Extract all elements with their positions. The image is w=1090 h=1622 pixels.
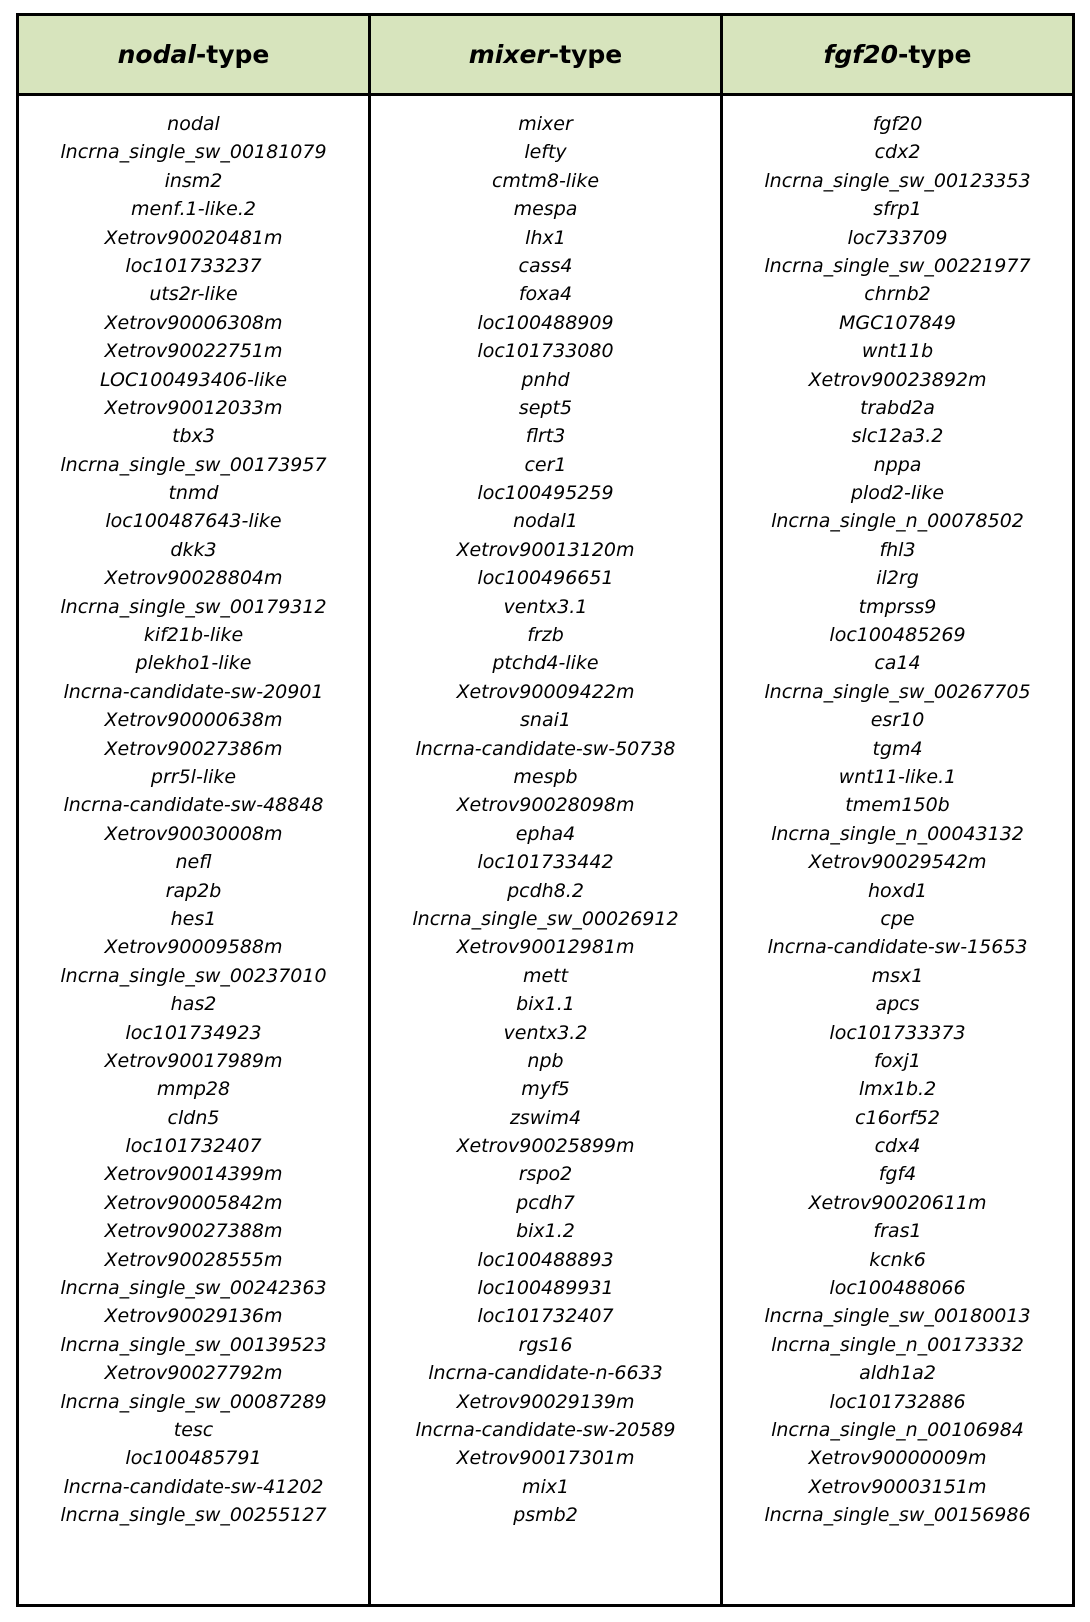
gene-item: il2rg <box>876 567 919 590</box>
gene-item: lncrna-candidate-n-6633 <box>428 1362 663 1385</box>
gene-item: ptchd4-like <box>492 652 599 675</box>
gene-item: loc101734923 <box>125 1021 262 1044</box>
gene-item: lncrna_single_sw_00181079 <box>60 141 327 164</box>
gene-item: loc100487643-like <box>105 510 282 533</box>
gene-item: lncrna_single_n_00043132 <box>771 822 1024 845</box>
gene-item: Xetrov90027388m <box>104 1220 283 1243</box>
gene-item: foxa4 <box>518 283 573 306</box>
gene-item: bix1.2 <box>516 1220 575 1243</box>
gene-item: ventx3.1 <box>503 595 588 618</box>
gene-item: loc100485269 <box>829 624 966 647</box>
gene-item: kcnk6 <box>869 1248 926 1271</box>
gene-item: foxj1 <box>874 1049 921 1072</box>
gene-item: lncrna_single_n_00173332 <box>771 1333 1024 1356</box>
gene-item: cdx4 <box>874 1135 921 1158</box>
gene-item: lncrna_single_sw_00221977 <box>764 254 1031 277</box>
gene-item: prr5l-like <box>150 765 237 788</box>
header-gene-name: mixer <box>468 40 549 69</box>
gene-item: tnmd <box>168 482 219 505</box>
gene-item: Xetrov90009588m <box>104 936 283 959</box>
gene-item: loc733709 <box>847 226 948 249</box>
gene-item: pcdh8.2 <box>507 879 584 902</box>
gene-item: Xetrov90029139m <box>456 1390 635 1413</box>
gene-item: Xetrov90017989m <box>104 1049 283 1072</box>
gene-list <box>723 110 1072 1530</box>
gene-item: mett <box>522 964 569 987</box>
gene-item: snai1 <box>520 709 571 732</box>
gene-item: Xetrov90028804m <box>104 567 283 590</box>
gene-item: Xetrov90029136m <box>104 1305 283 1328</box>
gene-item: mix1 <box>521 1475 570 1498</box>
gene-item: wnt11b <box>861 340 934 363</box>
gene-item: pcdh7 <box>516 1191 575 1214</box>
column-nodal-type <box>19 96 368 1604</box>
header-gene-name: fgf20 <box>823 40 898 69</box>
gene-item: loc101732886 <box>829 1390 966 1413</box>
gene-item: Xetrov90028555m <box>104 1248 283 1271</box>
gene-item: lhx1 <box>525 226 566 249</box>
gene-item: esr10 <box>870 709 925 732</box>
gene-item: mespa <box>513 198 578 221</box>
gene-item: tmem150b <box>845 794 950 817</box>
gene-item: frzb <box>527 624 564 647</box>
gene-item: hes1 <box>170 907 217 930</box>
gene-item: lncrna_single_sw_00026912 <box>412 907 679 930</box>
gene-item: loc101732407 <box>477 1305 614 1328</box>
gene-item: tbx3 <box>172 425 215 448</box>
gene-item: lncrna-candidate-sw-41202 <box>63 1475 324 1498</box>
gene-item: lncrna_single_n_00078502 <box>771 510 1024 533</box>
gene-item: loc101732407 <box>125 1135 262 1158</box>
gene-item: Xetrov90020611m <box>808 1191 987 1214</box>
gene-item: tmprss9 <box>858 595 937 618</box>
gene-item: cer1 <box>524 453 567 476</box>
gene-item: fhl3 <box>879 538 916 561</box>
gene-item: loc100485791 <box>125 1447 262 1470</box>
gene-item: aldh1a2 <box>859 1362 936 1385</box>
gene-item: Xetrov90003151m <box>808 1475 987 1498</box>
header-fgf20-type <box>720 16 1072 93</box>
gene-item: lncrna_single_sw_00242363 <box>60 1277 327 1300</box>
gene-item: Xetrov90013120m <box>456 538 635 561</box>
gene-item: cdx2 <box>874 141 921 164</box>
gene-item: trabd2a <box>860 396 935 419</box>
gene-item: Xetrov90022751m <box>104 340 283 363</box>
gene-item: Xetrov90025899m <box>456 1135 635 1158</box>
gene-item: epha4 <box>515 822 576 845</box>
gene-item: lncrna_single_sw_00156986 <box>764 1504 1031 1527</box>
gene-item: fgf20 <box>872 113 923 135</box>
gene-item: cldn5 <box>167 1106 220 1129</box>
gene-list <box>371 110 720 1530</box>
gene-item: ca14 <box>874 652 921 675</box>
gene-item: lncrna_single_sw_00173957 <box>60 453 327 476</box>
gene-item: lncrna_single_sw_00267705 <box>764 680 1031 703</box>
gene-item: nodal <box>167 113 220 135</box>
gene-item: fras1 <box>873 1220 922 1243</box>
gene-item: MGC107849 <box>839 311 956 334</box>
gene-item: lncrna_single_sw_00237010 <box>60 964 327 987</box>
gene-item: apcs <box>875 993 920 1016</box>
gene-item: ventx3.2 <box>503 1021 588 1044</box>
gene-item: Xetrov90012033m <box>104 396 283 419</box>
gene-item: lefty <box>524 141 567 164</box>
gene-item: sept5 <box>518 396 573 419</box>
gene-item: loc100488066 <box>829 1277 966 1300</box>
header-suffix: -type <box>897 40 972 69</box>
gene-list <box>19 110 368 1530</box>
gene-item: Xetrov90009422m <box>456 680 635 703</box>
gene-item: zswim4 <box>509 1106 582 1129</box>
gene-item: loc101733080 <box>477 340 614 363</box>
gene-item: lncrna-candidate-sw-15653 <box>767 936 1028 959</box>
gene-item: lncrna_single_sw_00139523 <box>60 1333 327 1356</box>
gene-item: mespb <box>513 765 578 788</box>
table-header-row <box>19 16 1072 96</box>
gene-item: hoxd1 <box>867 879 928 902</box>
gene-item: slc12a3.2 <box>851 425 944 448</box>
gene-item: Xetrov90023892m <box>808 368 987 391</box>
gene-item: mixer <box>518 113 573 135</box>
gene-item: wnt11-like.1 <box>838 765 957 788</box>
gene-item: loc101733237 <box>125 254 262 277</box>
gene-item: Xetrov90030008m <box>104 822 283 845</box>
gene-item: LOC100493406-like <box>99 368 288 391</box>
gene-item: Xetrov90029542m <box>808 851 987 874</box>
gene-item: cmtm8-like <box>491 169 600 192</box>
gene-item: nefl <box>175 851 212 874</box>
gene-item: rgs16 <box>518 1333 573 1356</box>
gene-item: lncrna_single_sw_00180013 <box>764 1305 1031 1328</box>
gene-item: dkk3 <box>170 538 217 561</box>
gene-item: nppa <box>873 453 922 476</box>
gene-item: loc101733442 <box>477 851 614 874</box>
gene-item: cass4 <box>518 254 573 277</box>
gene-item: kif21b-like <box>143 624 244 647</box>
table-body-row <box>19 96 1072 1604</box>
gene-item: mmp28 <box>156 1078 231 1101</box>
gene-item: Xetrov90006308m <box>104 311 283 334</box>
gene-item: lncrna_single_sw_00087289 <box>60 1390 327 1413</box>
gene-item: flrt3 <box>525 425 566 448</box>
gene-item: lncrna_single_sw_00255127 <box>60 1504 327 1527</box>
gene-item: Xetrov90014399m <box>104 1163 283 1186</box>
gene-item: myf5 <box>521 1078 570 1101</box>
gene-item: lncrna_single_sw_00123353 <box>764 169 1031 192</box>
gene-item: nodal1 <box>513 510 578 533</box>
gene-item: plod2-like <box>850 482 945 505</box>
gene-item: fgf4 <box>878 1163 917 1186</box>
gene-item: menf.1-like.2 <box>131 198 256 221</box>
gene-item: msx1 <box>871 964 924 987</box>
gene-item: loc100489931 <box>477 1277 614 1300</box>
gene-item: tesc <box>173 1418 214 1441</box>
gene-item: Xetrov90027792m <box>104 1362 283 1385</box>
header-suffix: -type <box>195 40 270 69</box>
header-suffix: -type <box>548 40 623 69</box>
gene-table <box>16 13 1075 1607</box>
gene-item: npb <box>527 1049 564 1072</box>
gene-item: tgm4 <box>872 737 923 760</box>
gene-item: Xetrov90020481m <box>104 226 283 249</box>
gene-item: lmx1b.2 <box>858 1078 937 1101</box>
gene-item: insm2 <box>164 169 223 192</box>
gene-item: loc100495259 <box>477 482 614 505</box>
gene-item: plekho1-like <box>135 652 252 675</box>
gene-item: loc100488893 <box>477 1248 614 1271</box>
gene-item: Xetrov90000009m <box>808 1447 987 1470</box>
gene-item: Xetrov90005842m <box>104 1191 283 1214</box>
gene-item: Xetrov90000638m <box>104 709 283 732</box>
column-fgf20-type <box>720 96 1072 1604</box>
gene-item: loc100488909 <box>477 311 614 334</box>
header-gene-name: nodal <box>117 40 196 69</box>
gene-item: chrnb2 <box>864 283 931 306</box>
gene-item: lncrna-candidate-sw-50738 <box>415 737 676 760</box>
gene-item: has2 <box>170 993 217 1016</box>
gene-item: Xetrov90028098m <box>456 794 635 817</box>
header-nodal-type <box>19 16 368 93</box>
gene-item: lncrna-candidate-sw-20901 <box>63 680 324 703</box>
gene-item: rap2b <box>165 879 222 902</box>
gene-item: bix1.1 <box>516 993 575 1016</box>
gene-item: uts2r-like <box>149 283 238 306</box>
gene-item: Xetrov90027386m <box>104 737 283 760</box>
gene-item: c16orf52 <box>855 1106 940 1129</box>
column-mixer-type <box>368 96 720 1604</box>
gene-item: lncrna-candidate-sw-48848 <box>63 794 324 817</box>
gene-item: Xetrov90017301m <box>456 1447 635 1470</box>
gene-item: lncrna_single_n_00106984 <box>771 1418 1024 1441</box>
gene-item: pnhd <box>521 368 570 391</box>
gene-item: lncrna_single_sw_00179312 <box>60 595 327 618</box>
gene-item: loc100496651 <box>477 567 614 590</box>
gene-item: lncrna-candidate-sw-20589 <box>415 1418 676 1441</box>
gene-item: Xetrov90012981m <box>456 936 635 959</box>
gene-item: cpe <box>880 907 915 930</box>
gene-item: rspo2 <box>518 1163 573 1186</box>
gene-item: sfrp1 <box>873 198 922 221</box>
gene-item: psmb2 <box>513 1504 578 1527</box>
header-mixer-type <box>368 16 720 93</box>
gene-item: loc101733373 <box>829 1021 966 1044</box>
